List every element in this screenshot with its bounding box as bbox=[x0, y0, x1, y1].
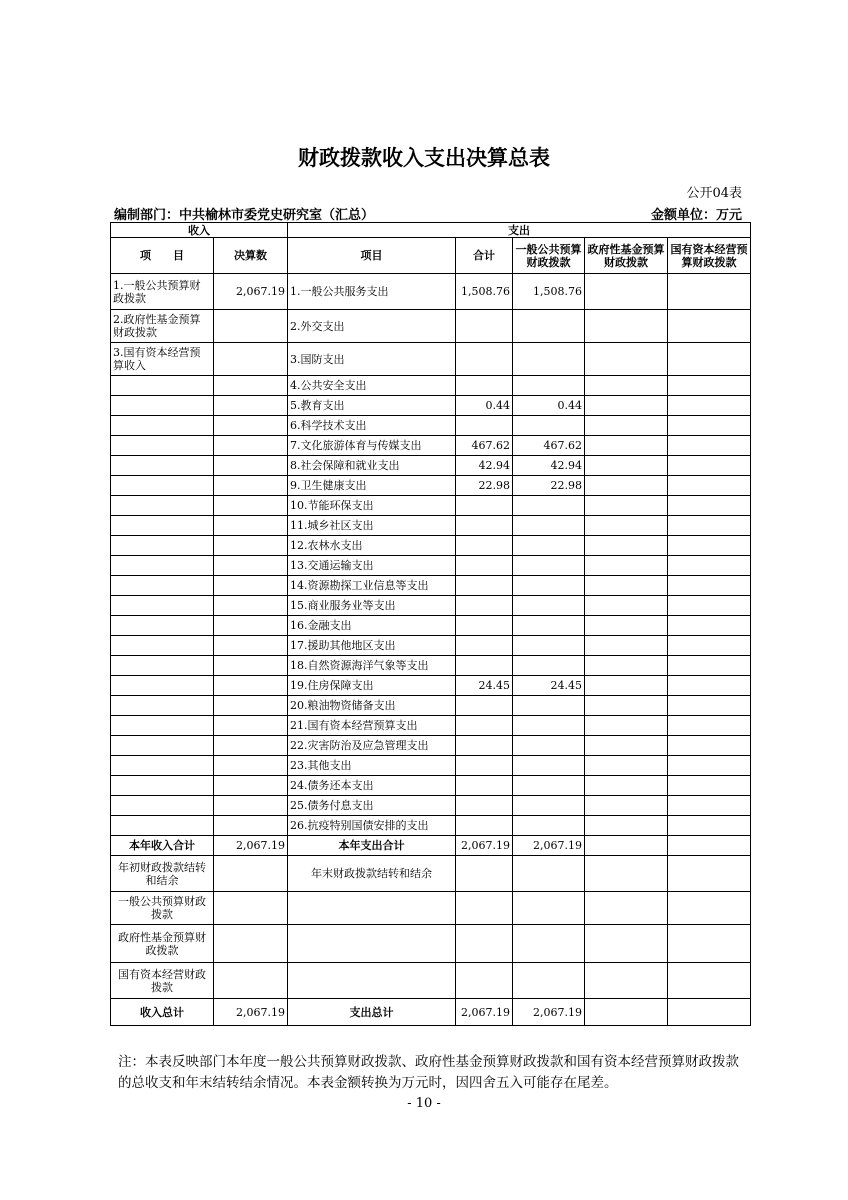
expense-state-capital bbox=[668, 476, 751, 496]
expense-gov-fund bbox=[585, 456, 668, 476]
expense-item: 26.抗疫特别国债安排的支出 bbox=[288, 816, 456, 836]
expense-item: 12.农林水支出 bbox=[288, 536, 456, 556]
expense-total bbox=[456, 696, 513, 716]
expense-general-budget: 24.45 bbox=[513, 676, 585, 696]
expense-gov-fund bbox=[585, 636, 668, 656]
expense-gov-fund bbox=[585, 310, 668, 343]
table-row bbox=[111, 656, 751, 676]
expense-gov-fund bbox=[585, 716, 668, 736]
income-value bbox=[214, 416, 288, 436]
expense-general-budget bbox=[513, 496, 585, 516]
income-item bbox=[111, 656, 214, 676]
income-item: 3.国有资本经营预算收入 bbox=[111, 343, 214, 376]
income-value bbox=[214, 716, 288, 736]
income-value bbox=[214, 596, 288, 616]
income-item bbox=[111, 436, 214, 456]
expense-item: 19.住房保障支出 bbox=[288, 676, 456, 696]
year-income-total-value: 2,067.19 bbox=[214, 836, 288, 856]
carry-expense-item bbox=[288, 963, 456, 999]
carry-income-value bbox=[214, 925, 288, 963]
expense-gov-fund bbox=[585, 476, 668, 496]
carry-expense-state-capital bbox=[668, 963, 751, 999]
expense-gov-fund bbox=[585, 696, 668, 716]
income-value bbox=[214, 636, 288, 656]
table-row bbox=[111, 816, 751, 836]
expense-item: 16.金融支出 bbox=[288, 616, 456, 636]
expense-item: 21.国有资本经营预算支出 bbox=[288, 716, 456, 736]
expense-total bbox=[456, 616, 513, 636]
expense-state-capital bbox=[668, 343, 751, 376]
expense-gov-fund bbox=[585, 596, 668, 616]
expense-general-budget bbox=[513, 416, 585, 436]
table-row bbox=[111, 274, 751, 310]
expense-gov-fund bbox=[585, 676, 668, 696]
table-row bbox=[111, 616, 751, 636]
income-item bbox=[111, 796, 214, 816]
expense-item: 11.城乡社区支出 bbox=[288, 516, 456, 536]
income-value bbox=[214, 616, 288, 636]
carry-income-value bbox=[214, 892, 288, 925]
expense-total bbox=[456, 776, 513, 796]
carry-expense-gov-fund bbox=[585, 856, 668, 892]
expense-state-capital bbox=[668, 396, 751, 416]
table-row bbox=[111, 416, 751, 436]
expense-total: 24.45 bbox=[456, 676, 513, 696]
income-value bbox=[214, 656, 288, 676]
expense-gov-fund bbox=[585, 396, 668, 416]
expense-item: 23.其他支出 bbox=[288, 756, 456, 776]
carry-expense-state-capital bbox=[668, 892, 751, 925]
expense-item: 4.公共安全支出 bbox=[288, 376, 456, 396]
table-row bbox=[111, 476, 751, 496]
income-value bbox=[214, 343, 288, 376]
income-value bbox=[214, 456, 288, 476]
expense-item: 20.粮油物资储备支出 bbox=[288, 696, 456, 716]
income-value bbox=[214, 536, 288, 556]
expense-item: 24.债务还本支出 bbox=[288, 776, 456, 796]
carry-income-value bbox=[214, 963, 288, 999]
page-number: - 10 - bbox=[407, 1096, 441, 1111]
expense-general-budget bbox=[513, 343, 585, 376]
income-value: 2,067.19 bbox=[214, 274, 288, 310]
expense-gov-fund bbox=[585, 576, 668, 596]
expense-item: 13.交通运输支出 bbox=[288, 556, 456, 576]
expense-gov-fund bbox=[585, 816, 668, 836]
expense-gov-fund bbox=[585, 656, 668, 676]
expense-gov-fund bbox=[585, 516, 668, 536]
income-item bbox=[111, 556, 214, 576]
expense-general-budget bbox=[513, 716, 585, 736]
carry-expense-state-capital bbox=[668, 856, 751, 892]
income-item: 2.政府性基金预算财政拨款 bbox=[111, 310, 214, 343]
expense-state-capital bbox=[668, 816, 751, 836]
table-row bbox=[111, 396, 751, 416]
carry-expense-item bbox=[288, 892, 456, 925]
page-title: 财政拨款收入支出决算总表 bbox=[298, 146, 550, 170]
expense-total bbox=[456, 376, 513, 396]
year-expense-gov-fund bbox=[585, 836, 668, 856]
expense-total bbox=[456, 736, 513, 756]
income-item bbox=[111, 636, 214, 656]
footnote: 注：本表反映部门本年度一般公共预算财政拨款、政府性基金预算财政拨款和国有资本经营预算财政拨款的总收支和年末结转结余情况。本表金额转换为万元时，因四舍五入可能存在尾差。 bbox=[118, 1054, 739, 1091]
grand-total-row bbox=[111, 999, 751, 1026]
income-item bbox=[111, 416, 214, 436]
income-item bbox=[111, 576, 214, 596]
income-value bbox=[214, 576, 288, 596]
table-row bbox=[111, 436, 751, 456]
table-row bbox=[111, 636, 751, 656]
expense-total bbox=[456, 816, 513, 836]
expense-state-capital bbox=[668, 796, 751, 816]
table-row bbox=[111, 716, 751, 736]
income-item bbox=[111, 816, 214, 836]
expense-state-capital bbox=[668, 496, 751, 516]
income-item bbox=[111, 396, 214, 416]
carry-expense-total bbox=[456, 892, 513, 925]
expense-total: 467.62 bbox=[456, 436, 513, 456]
grand-expense-total-value: 2,067.19 bbox=[456, 999, 513, 1026]
expense-total bbox=[456, 796, 513, 816]
expense-item: 18.自然资源海洋气象等支出 bbox=[288, 656, 456, 676]
expense-item: 3.国防支出 bbox=[288, 343, 456, 376]
expense-state-capital bbox=[668, 376, 751, 396]
expense-state-capital bbox=[668, 656, 751, 676]
expense-state-capital bbox=[668, 436, 751, 456]
expense-general-budget bbox=[513, 376, 585, 396]
expense-item: 15.商业服务业等支出 bbox=[288, 596, 456, 616]
carry-expense-gov-fund bbox=[585, 963, 668, 999]
expense-total bbox=[456, 416, 513, 436]
income-value bbox=[214, 756, 288, 776]
expense-total bbox=[456, 536, 513, 556]
carry-expense-general bbox=[513, 856, 585, 892]
expense-state-capital bbox=[668, 676, 751, 696]
income-item bbox=[111, 596, 214, 616]
expense-state-capital bbox=[668, 576, 751, 596]
income-value bbox=[214, 556, 288, 576]
expense-gov-fund bbox=[585, 416, 668, 436]
table-row bbox=[111, 776, 751, 796]
expense-gov-fund bbox=[585, 776, 668, 796]
income-value bbox=[214, 496, 288, 516]
expense-item-header: 项目 bbox=[288, 238, 456, 274]
grand-expense-state-capital bbox=[668, 999, 751, 1026]
income-item bbox=[111, 496, 214, 516]
expense-gov-fund bbox=[585, 274, 668, 310]
expense-general-budget bbox=[513, 636, 585, 656]
year-expense-state-capital bbox=[668, 836, 751, 856]
carry-row bbox=[111, 856, 751, 892]
form-number: 公开04表 bbox=[686, 186, 742, 201]
income-value bbox=[214, 476, 288, 496]
expense-state-capital bbox=[668, 310, 751, 343]
expense-item: 9.卫生健康支出 bbox=[288, 476, 456, 496]
expense-item: 2.外交支出 bbox=[288, 310, 456, 343]
expense-item: 7.文化旅游体育与传媒支出 bbox=[288, 436, 456, 456]
income-item-header: 项 目 bbox=[111, 238, 214, 274]
income-value bbox=[214, 776, 288, 796]
carry-row bbox=[111, 892, 751, 925]
expense-state-capital bbox=[668, 416, 751, 436]
expense-gov-fund bbox=[585, 536, 668, 556]
table-row bbox=[111, 796, 751, 816]
expense-item: 17.援助其他地区支出 bbox=[288, 636, 456, 656]
carry-expense-general bbox=[513, 963, 585, 999]
expense-general-budget bbox=[513, 696, 585, 716]
carry-income-item: 国有资本经营财政拨款 bbox=[111, 963, 214, 999]
expense-general-budget bbox=[513, 616, 585, 636]
income-item bbox=[111, 716, 214, 736]
expense-state-capital bbox=[668, 536, 751, 556]
grand-income-total-value: 2,067.19 bbox=[214, 999, 288, 1026]
income-value bbox=[214, 436, 288, 456]
state-capital-header: 国有资本经营预算财政拨款 bbox=[668, 238, 751, 274]
table-row bbox=[111, 736, 751, 756]
expense-state-capital bbox=[668, 596, 751, 616]
expense-item: 8.社会保障和就业支出 bbox=[288, 456, 456, 476]
expense-item: 1.一般公共服务支出 bbox=[288, 274, 456, 310]
expense-gov-fund bbox=[585, 376, 668, 396]
expense-general-budget bbox=[513, 656, 585, 676]
grand-expense-total-label: 支出总计 bbox=[288, 999, 456, 1026]
expense-item: 5.教育支出 bbox=[288, 396, 456, 416]
income-item bbox=[111, 776, 214, 796]
gov-fund-header: 政府性基金预算财政拨款 bbox=[585, 238, 668, 274]
expense-total bbox=[456, 556, 513, 576]
expense-item: 25.债务付息支出 bbox=[288, 796, 456, 816]
fiscal-summary-table bbox=[110, 222, 751, 1026]
carry-row bbox=[111, 925, 751, 963]
carry-income-item: 政府性基金预算财政拨款 bbox=[111, 925, 214, 963]
table-row bbox=[111, 536, 751, 556]
carry-income-item: 一般公共预算财政拨款 bbox=[111, 892, 214, 925]
expense-state-capital bbox=[668, 756, 751, 776]
income-value bbox=[214, 676, 288, 696]
expense-total bbox=[456, 756, 513, 776]
expense-total bbox=[456, 310, 513, 343]
year-expense-total-value: 2,067.19 bbox=[456, 836, 513, 856]
expense-item: 14.资源勘探工业信息等支出 bbox=[288, 576, 456, 596]
expense-general-budget bbox=[513, 756, 585, 776]
expense-header: 支出 bbox=[288, 223, 751, 238]
carry-income-item: 年初财政拨款结转和结余 bbox=[111, 856, 214, 892]
expense-general-budget bbox=[513, 576, 585, 596]
expense-state-capital bbox=[668, 556, 751, 576]
income-header: 收入 bbox=[111, 223, 288, 238]
department-label: 编制部门：中共榆林市委党史研究室（汇总） bbox=[114, 208, 375, 223]
carry-row bbox=[111, 963, 751, 999]
table-row bbox=[111, 576, 751, 596]
expense-general-budget bbox=[513, 516, 585, 536]
income-value bbox=[214, 516, 288, 536]
expense-gov-fund bbox=[585, 496, 668, 516]
expense-gov-fund bbox=[585, 796, 668, 816]
income-item bbox=[111, 756, 214, 776]
expense-general-budget: 1,508.76 bbox=[513, 274, 585, 310]
expense-state-capital bbox=[668, 776, 751, 796]
grand-income-total-label: 收入总计 bbox=[111, 999, 214, 1026]
expense-state-capital bbox=[668, 456, 751, 476]
table-row bbox=[111, 343, 751, 376]
expense-general-budget bbox=[513, 596, 585, 616]
expense-gov-fund bbox=[585, 556, 668, 576]
expense-gov-fund bbox=[585, 736, 668, 756]
expense-general-budget bbox=[513, 310, 585, 343]
expense-gov-fund bbox=[585, 436, 668, 456]
expense-general-budget bbox=[513, 736, 585, 756]
carry-expense-total bbox=[456, 925, 513, 963]
carry-expense-item bbox=[288, 925, 456, 963]
year-expense-general-value: 2,067.19 bbox=[513, 836, 585, 856]
income-item bbox=[111, 536, 214, 556]
carry-expense-general bbox=[513, 892, 585, 925]
table-row bbox=[111, 556, 751, 576]
expense-general-budget bbox=[513, 536, 585, 556]
expense-state-capital bbox=[668, 274, 751, 310]
income-value bbox=[214, 736, 288, 756]
expense-total: 0.44 bbox=[456, 396, 513, 416]
expense-total bbox=[456, 636, 513, 656]
year-income-total-label: 本年收入合计 bbox=[111, 836, 214, 856]
income-item bbox=[111, 736, 214, 756]
expense-total bbox=[456, 656, 513, 676]
carry-expense-total bbox=[456, 856, 513, 892]
table-row bbox=[111, 310, 751, 343]
income-value bbox=[214, 816, 288, 836]
income-item: 1.一般公共预算财政拨款 bbox=[111, 274, 214, 310]
expense-general-budget: 22.98 bbox=[513, 476, 585, 496]
expense-general-budget bbox=[513, 816, 585, 836]
expense-total: 1,508.76 bbox=[456, 274, 513, 310]
table-row bbox=[111, 456, 751, 476]
income-item bbox=[111, 476, 214, 496]
carry-income-value bbox=[214, 856, 288, 892]
grand-expense-general-value: 2,067.19 bbox=[513, 999, 585, 1026]
expense-item: 22.灾害防治及应急管理支出 bbox=[288, 736, 456, 756]
income-item bbox=[111, 376, 214, 396]
expense-total: 42.94 bbox=[456, 456, 513, 476]
income-item bbox=[111, 696, 214, 716]
table-row bbox=[111, 376, 751, 396]
expense-gov-fund bbox=[585, 616, 668, 636]
expense-state-capital bbox=[668, 696, 751, 716]
table-row bbox=[111, 696, 751, 716]
unit-label: 金额单位：万元 bbox=[650, 208, 742, 223]
expense-state-capital bbox=[668, 616, 751, 636]
income-value bbox=[214, 396, 288, 416]
income-item bbox=[111, 616, 214, 636]
income-item bbox=[111, 676, 214, 696]
expense-gov-fund bbox=[585, 343, 668, 376]
carry-expense-item: 年末财政拨款结转和结余 bbox=[288, 856, 456, 892]
expense-state-capital bbox=[668, 516, 751, 536]
table-row bbox=[111, 676, 751, 696]
carry-expense-gov-fund bbox=[585, 925, 668, 963]
expense-total bbox=[456, 516, 513, 536]
expense-total bbox=[456, 496, 513, 516]
table-row bbox=[111, 496, 751, 516]
expense-general-budget: 42.94 bbox=[513, 456, 585, 476]
expense-general-budget bbox=[513, 776, 585, 796]
expense-general-budget: 0.44 bbox=[513, 396, 585, 416]
income-value bbox=[214, 310, 288, 343]
expense-general-budget bbox=[513, 556, 585, 576]
general-budget-header: 一般公共预算财政拨款 bbox=[513, 238, 585, 274]
year-total-row bbox=[111, 836, 751, 856]
expense-gov-fund bbox=[585, 756, 668, 776]
year-expense-total-label: 本年支出合计 bbox=[288, 836, 456, 856]
expense-total bbox=[456, 596, 513, 616]
income-value bbox=[214, 376, 288, 396]
carry-expense-state-capital bbox=[668, 925, 751, 963]
grand-expense-gov-fund bbox=[585, 999, 668, 1026]
income-value bbox=[214, 696, 288, 716]
carry-expense-general bbox=[513, 925, 585, 963]
expense-general-budget bbox=[513, 796, 585, 816]
expense-item: 6.科学技术支出 bbox=[288, 416, 456, 436]
expense-state-capital bbox=[668, 716, 751, 736]
carry-expense-total bbox=[456, 963, 513, 999]
table-row bbox=[111, 596, 751, 616]
income-item bbox=[111, 456, 214, 476]
expense-total bbox=[456, 716, 513, 736]
expense-total bbox=[456, 576, 513, 596]
expense-total: 22.98 bbox=[456, 476, 513, 496]
expense-state-capital bbox=[668, 636, 751, 656]
expense-state-capital bbox=[668, 736, 751, 756]
table-row bbox=[111, 756, 751, 776]
expense-general-budget: 467.62 bbox=[513, 436, 585, 456]
income-item bbox=[111, 516, 214, 536]
table-row bbox=[111, 516, 751, 536]
income-value bbox=[214, 796, 288, 816]
final-amount-header: 决算数 bbox=[214, 238, 288, 274]
total-header: 合计 bbox=[456, 238, 513, 274]
carry-expense-gov-fund bbox=[585, 892, 668, 925]
expense-item: 10.节能环保支出 bbox=[288, 496, 456, 516]
expense-total bbox=[456, 343, 513, 376]
